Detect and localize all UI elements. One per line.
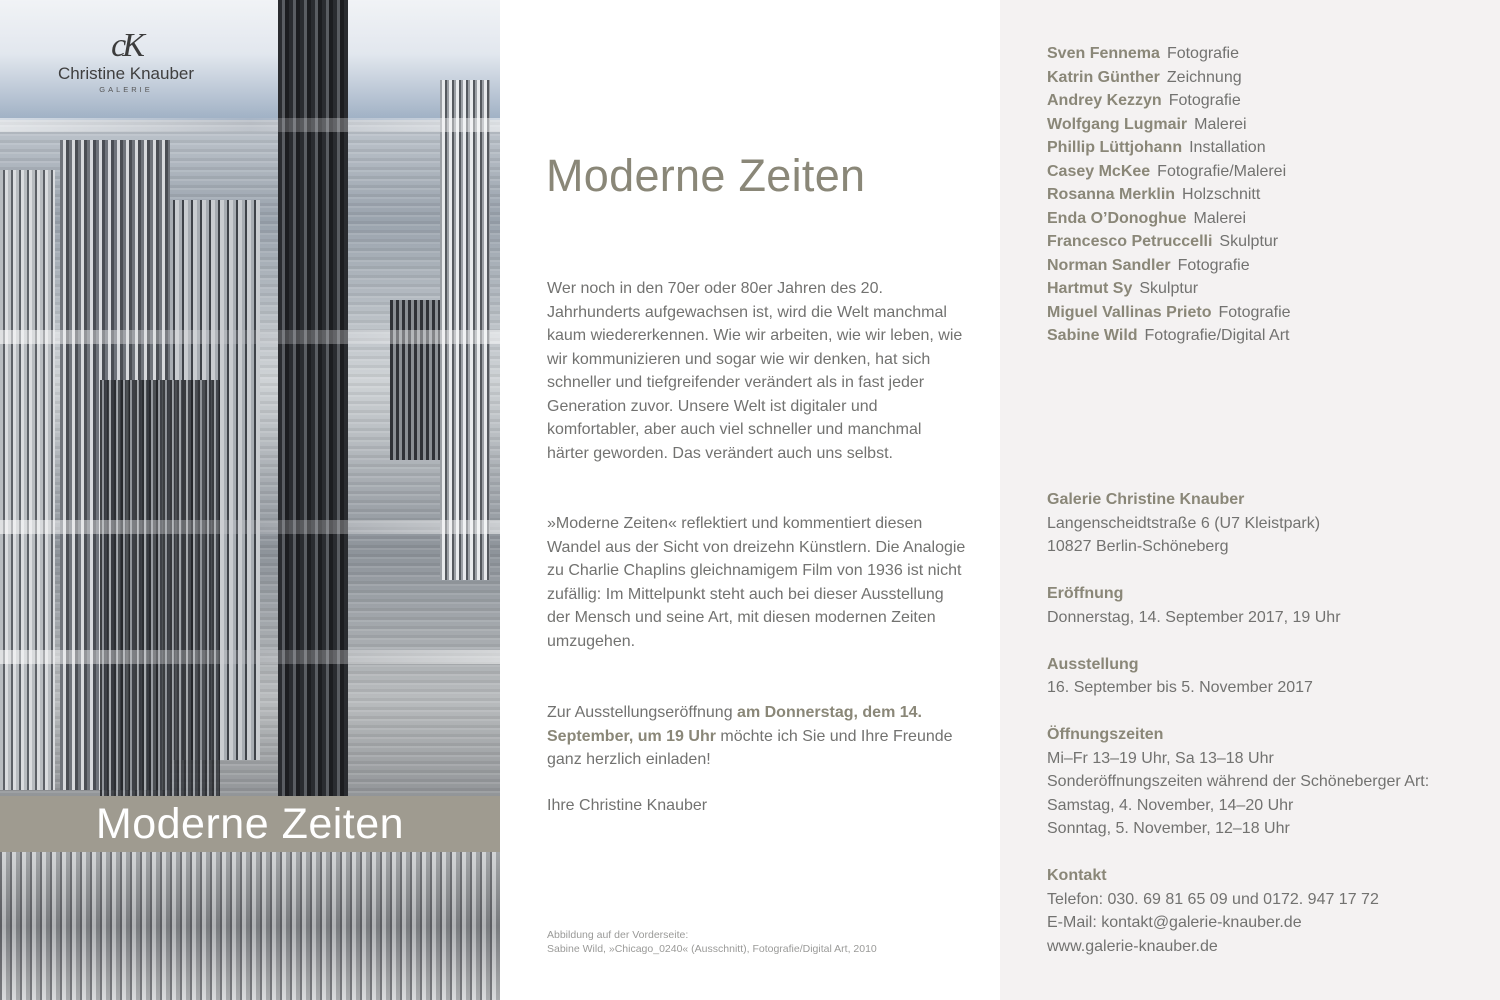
artist-medium: Fotografie: [1166, 45, 1239, 62]
invitation-panel: [500, 0, 1000, 1000]
hours-regular: Mi–Fr 13–19 Uhr, Sa 13–18 Uhr: [1047, 749, 1274, 767]
artist-item: [1047, 42, 1291, 66]
artwork-streak: [0, 520, 500, 534]
artist-item: [1047, 207, 1291, 231]
artwork-lower-strip: [0, 852, 500, 1000]
intro-paragraph: Wer noch in den 70er oder 80er Jahren des 20. Jahrhunderts aufgewachsen ist, wird die Welt manchmal kaum wiedererkennen. Wie wir arbeiten, wie wir leben, wie wir kommunizieren und sogar wie wir denken, hat sich schneller und tiefgreifender verändert als in fast jeder Generation zuvor. Unsere Welt ist digitaler und komfortabler, aber auch viel schneller und manchmal härter geworden. Das verändert auch uns selbst.: [547, 280, 963, 462]
artist-medium: Holzschnitt: [1182, 186, 1261, 203]
artist-name: Norman Sandler: [1047, 256, 1171, 274]
artist-item: [1047, 89, 1291, 113]
logo-subtitle: GALERIE: [99, 85, 153, 94]
artist-name: Rosanna Merklin: [1047, 186, 1176, 203]
artist-item: [1047, 301, 1291, 325]
invite-text-after: möchte ich Sie und Ihre Freunde ganz herzlich einladen!: [547, 727, 953, 768]
contact-block: [1047, 864, 1487, 958]
opening-date: Donnerstag, 14. September 2017, 19 Uhr: [1047, 608, 1341, 626]
artist-item: [1047, 160, 1291, 184]
contact-phone: Telefon: 030. 69 81 65 09 und 0172. 947 17 72: [1047, 890, 1379, 908]
artist-item: [1047, 230, 1291, 254]
cover-title-banner: Moderne Zeiten: [0, 796, 500, 852]
contact-email[interactable]: E-Mail: kontakt@galerie-knauber.de: [1047, 914, 1302, 931]
artist-name: Casey McKee: [1047, 162, 1151, 180]
artist-name: Phillip Lüttjohann: [1047, 139, 1183, 156]
cover-artwork: [0, 0, 500, 1000]
artist-medium: Skulptur: [1219, 233, 1279, 250]
artist-name: Miguel Vallinas Prieto: [1047, 303, 1212, 321]
artist-name: Katrin Günther: [1047, 68, 1160, 86]
artist-medium: Fotografie: [1218, 303, 1291, 321]
artist-medium: Zeichnung: [1166, 68, 1242, 86]
logo-monogram: cK: [111, 27, 141, 64]
hours-sunday: Sonntag, 5. November, 12–18 Uhr: [1047, 820, 1290, 837]
gallery-city: 10827 Berlin-Schöneberg: [1047, 538, 1229, 555]
gallery-logo: [50, 28, 202, 94]
artist-medium: Skulptur: [1139, 280, 1199, 297]
artist-name: Andrey Kezzyn: [1047, 92, 1162, 109]
logo-name: Christine Knauber: [57, 64, 195, 83]
artist-list: [1047, 42, 1291, 348]
opening-block: [1047, 582, 1487, 629]
artist-name: Sven Fennema: [1047, 45, 1160, 62]
signature: Ihre Christine Knauber: [547, 797, 708, 814]
artwork-streak: [0, 118, 500, 132]
artist-item: [1047, 277, 1291, 301]
gallery-info: [1047, 488, 1487, 982]
image-credit: [547, 929, 967, 956]
artist-medium: Malerei: [1193, 209, 1247, 227]
gallery-address-block: [1047, 488, 1487, 559]
artist-medium: Fotografie/Malerei: [1157, 162, 1287, 180]
opening-hours-block: [1047, 723, 1487, 841]
artist-medium: Fotografie: [1177, 256, 1250, 274]
artist-item: [1047, 113, 1291, 137]
artist-item: [1047, 324, 1291, 348]
artist-item: [1047, 66, 1291, 90]
hours-heading: Öffnungszeiten: [1047, 726, 1164, 743]
hours-special-intro: Sonderöffnungszeiten während der Schöneberger Art:: [1047, 773, 1430, 790]
invite-text-before: Zur Ausstellungseröffnung: [547, 704, 738, 721]
credit-text: Sabine Wild, »Chicago_0240« (Ausschnitt), Fotografie/Digital Art, 2010: [547, 942, 877, 955]
invitation-paragraph: [547, 701, 967, 772]
artwork-building: [100, 380, 220, 800]
credit-label: Abbildung auf der Vorderseite:: [547, 929, 689, 941]
artist-item: [1047, 183, 1291, 207]
artist-name: Wolfgang Lugmair: [1047, 115, 1188, 133]
opening-heading: Eröffnung: [1047, 585, 1124, 602]
artist-name: Hartmut Sy: [1047, 280, 1133, 297]
artist-name: Enda O’Donoghue: [1047, 209, 1187, 227]
gallery-street: Langenscheidtstraße 6 (U7 Kleistpark): [1047, 514, 1321, 532]
artist-medium: Fotografie/Digital Art: [1144, 327, 1290, 344]
contact-website[interactable]: www.galerie-knauber.de: [1047, 937, 1218, 955]
artist-medium: Fotografie: [1168, 92, 1241, 109]
artist-item: [1047, 254, 1291, 278]
artwork-building: [0, 170, 55, 790]
artwork-streak: [0, 330, 500, 344]
artist-medium: Installation: [1189, 139, 1266, 156]
concept-paragraph: »Moderne Zeiten« reflektiert und kommentiert diesen Wandel aus der Sicht von dreizehn Künstlern. Die Analogie zu Charlie Chaplins gleichnamigem Film von 1936 ist nicht zufällig: Im Mittelpunkt steht auch bei dieser Ausstellung der Mensch und seine Art, mit diesen modernen Zeiten umzugehen.: [547, 515, 966, 650]
artist-name: Francesco Petruccelli: [1047, 233, 1213, 250]
exhibition-title: Moderne Zeiten: [546, 150, 866, 201]
exhibition-block: [1047, 653, 1487, 700]
artist-name: Sabine Wild: [1047, 327, 1138, 344]
artist-item: [1047, 136, 1291, 160]
hours-saturday: Samstag, 4. November, 14–20 Uhr: [1047, 796, 1294, 814]
artwork-streak: [0, 650, 500, 664]
invite-date-emphasis: am Donnerstag, dem 14. September, um 19 Uhr: [547, 704, 922, 745]
info-panel: [1000, 0, 1500, 1000]
exhibition-heading: Ausstellung: [1047, 655, 1139, 673]
contact-heading: Kontakt: [1047, 867, 1107, 884]
artist-medium: Malerei: [1194, 115, 1247, 133]
gallery-name: Galerie Christine Knauber: [1047, 491, 1245, 508]
exhibition-dates: 16. September bis 5. November 2017: [1047, 679, 1313, 696]
